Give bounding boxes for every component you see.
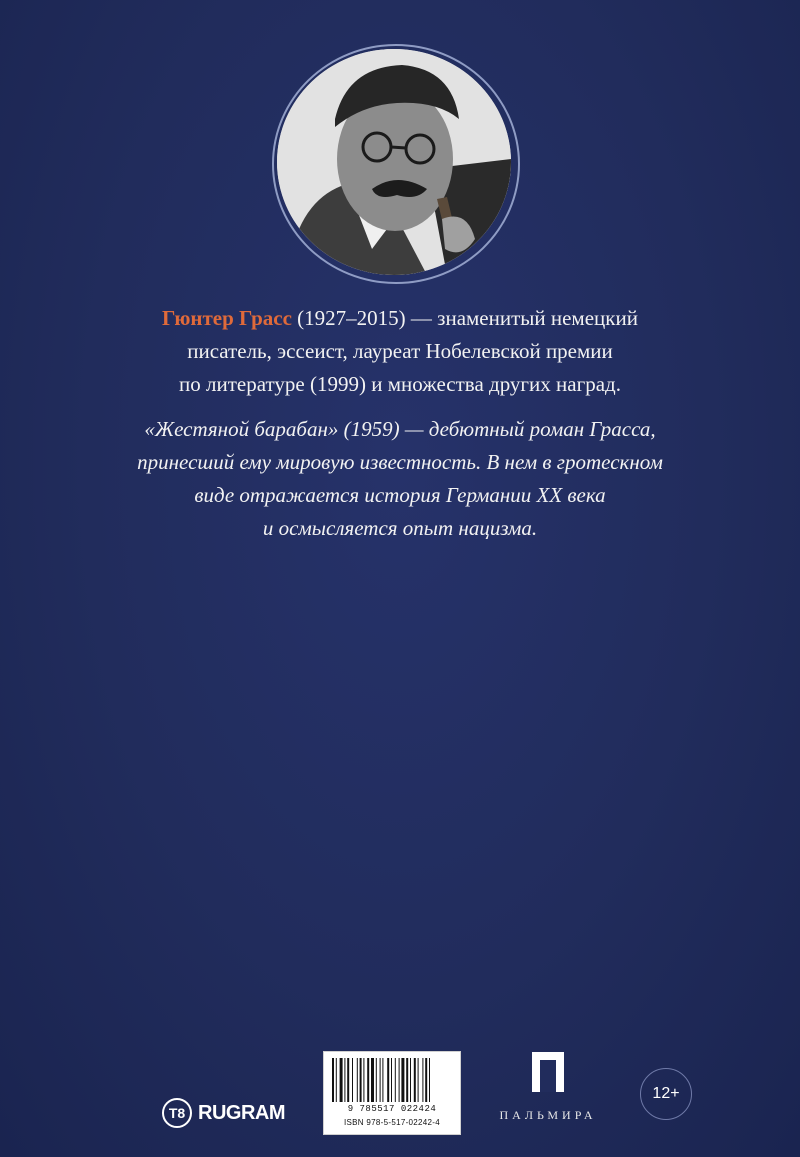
- barcode-bar: [414, 1058, 416, 1102]
- barcode-bar: [425, 1058, 427, 1102]
- bio-line-1: [80, 302, 720, 335]
- barcode-bar: [357, 1058, 358, 1102]
- barcode-bar: [395, 1058, 396, 1102]
- barcode-number: 9 785517 022424: [347, 1104, 437, 1114]
- palmira-gate-icon: [530, 1050, 566, 1094]
- blurb-line-3: виде отражается история Германии XX века: [194, 483, 606, 507]
- bio-line-1-text: (1927–2015) — знаменитый немецкий: [291, 306, 638, 330]
- barcode-bar: [344, 1058, 345, 1102]
- barcode-bar: [332, 1058, 334, 1102]
- barcode-bar: [360, 1058, 362, 1102]
- blurb-line-2: принесший ему мировую известность. В нем в гротескном: [137, 450, 663, 474]
- barcode-bar: [347, 1058, 349, 1102]
- barcode-bar: [422, 1058, 423, 1102]
- barcode-bar: [371, 1058, 374, 1102]
- barcode-bar: [336, 1058, 337, 1102]
- barcode-bar: [410, 1058, 411, 1102]
- barcode-bar: [380, 1058, 381, 1102]
- blurb-line-4: и осмысляется опыт нацизма.: [262, 516, 538, 540]
- barcode-bar: [367, 1058, 369, 1102]
- book-blurb: [80, 413, 720, 545]
- barcode-bar: [376, 1058, 377, 1102]
- barcode-bar: [399, 1058, 400, 1102]
- barcode-bar: [401, 1058, 404, 1102]
- isbn-text: ISBN 978-5-517-02242-4: [344, 1118, 440, 1127]
- age-rating-badge: 12+: [640, 1068, 692, 1120]
- palmira-name: ПАЛЬМИРА: [499, 1108, 597, 1122]
- t8-mark: T8: [162, 1098, 192, 1128]
- barcode-bar: [429, 1058, 430, 1102]
- barcode: [323, 1051, 461, 1135]
- barcode-bar: [391, 1058, 392, 1102]
- bio-line-2: писатель, эссеист, лауреат Нобелевской премии: [187, 339, 613, 363]
- author-portrait: [277, 49, 511, 275]
- author-portrait-drawing: [277, 49, 511, 275]
- blurb-line-1: «Жестяной барабан» (1959) — дебютный роман Грасса,: [144, 417, 656, 441]
- barcode-bar: [363, 1058, 364, 1102]
- author-bio: [80, 302, 720, 401]
- rugram-name: RUGRAM: [198, 1101, 285, 1124]
- barcode-bar: [340, 1058, 343, 1102]
- barcode-bar: [352, 1058, 353, 1102]
- barcode-bar: [387, 1058, 389, 1102]
- barcode-bar: [382, 1058, 383, 1102]
- author-name: Гюнтер Грасс: [162, 306, 292, 330]
- rugram-logo: [162, 1096, 285, 1130]
- barcode-bar: [418, 1058, 419, 1102]
- bio-line-3: по литературе (1999) и множества других наград.: [179, 372, 621, 396]
- barcode-bar: [406, 1058, 408, 1102]
- barcode-bars: [332, 1058, 452, 1104]
